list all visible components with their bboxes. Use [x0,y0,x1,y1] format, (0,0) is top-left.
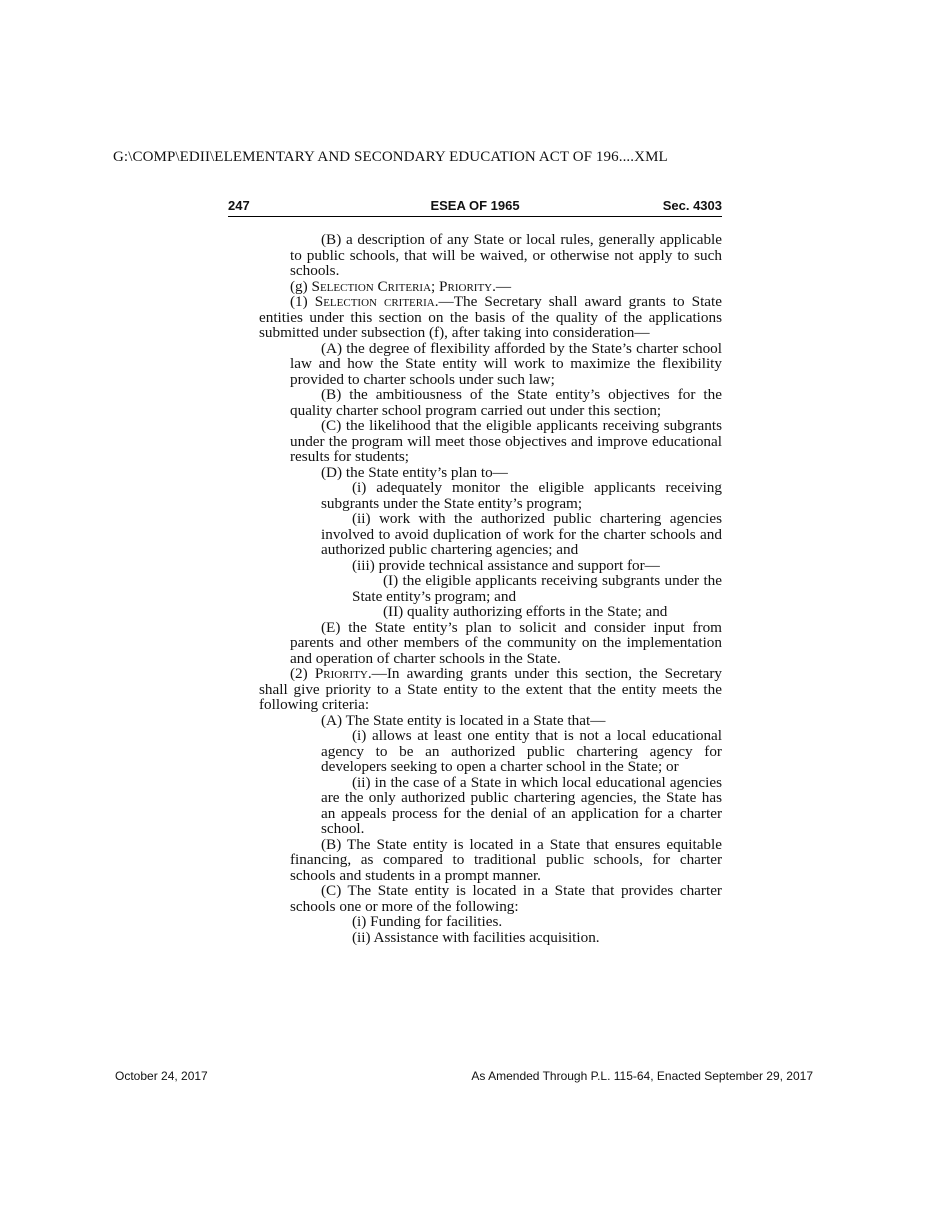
clause-g-2-a-ii: (ii) in the case of a State in which local educational agencies are the only authorized public chartering agencies, the State has an appeals process for the denial of an application for a charter school. [321,773,722,837]
statute-body [259,232,722,945]
paragraph-g-1-e: (E) the State entity’s plan to solicit and consider input from parents and other members of the community on the implementation and operation of charter schools in the State. [290,618,722,667]
paragraph-f-b: (B) a description of any State or local rules, generally applicable to public schools, that will be waived, or otherwise not apply to such schools. [290,231,722,279]
file-path: G:\COMP\EDII\ELEMENTARY AND SECONDARY EDUCATION ACT OF 196....XML [113,149,668,165]
subclause-g-1-d-iii-I: (I) the eligible applicants receiving subgrants under the State entity’s program; and [352,572,722,605]
section-number: Sec. 4303 [662,198,722,213]
paragraph-g-1-c: (C) the likelihood that the eligible applicants receiving subgrants under the program will meet those objectives and improve educational results for students; [290,417,722,465]
paragraph-g-1-a: (A) the degree of flexibility afforded by the State’s charter school law and how the State entity will work to maximize the flexibility provided to charter schools under such law; [290,339,722,388]
paragraph-g-1: (1) Selection criteria.—The Secretary shall award grants to State entities under this section on the basis of the quality of the applications submitted under subsection (f), after taking into consideration— [259,293,722,341]
clause-g-2-a-i: (i) allows at least one entity that is not a local educational agency to be an authorized public chartering agency for developers seeking to open a charter school in the State; or [321,727,722,775]
clause-g-2-c-i: (i) Funding for facilities. [352,913,503,930]
paragraph-g-2-a: (A) The State entity is located in a State that— [321,711,606,729]
footer-date: October 24, 2017 [115,1069,208,1083]
clause-g-1-d-ii: (ii) work with the authorized public chartering agencies involved to avoid duplication of work for the charter schools and authorized public chartering agencies; and [321,510,722,558]
paragraph-g-2: (2) Priority.—In awarding grants under this section, the Secretary shall give priority to a State entity to the extent that the entity meets the following criteria: [259,665,722,713]
paragraph-g-1-b: (B) the ambitiousness of the State entity’s objectives for the quality charter school program carried out under this section; [290,386,722,419]
running-head [228,196,722,217]
clause-g-1-d-iii: (iii) provide technical assistance and support for— [352,556,660,574]
clause-g-2-c-ii: (ii) Assistance with facilities acquisition. [352,928,600,946]
subclause-g-1-d-iii-II: (II) quality authorizing efforts in the State; and [383,603,668,620]
paragraph-g-1-d: (D) the State entity’s plan to— [321,463,508,481]
footer-amendment: As Amended Through P.L. 115-64, Enacted September 29, 2017 [471,1069,813,1083]
act-title: ESEA OF 1965 [430,198,520,213]
paragraph-g-2-c: (C) The State entity is located in a State that provides charter schools one or more of the following: [290,882,722,915]
subsection-g-heading: (g) Selection Criteria; Priority.— [290,277,512,295]
clause-g-1-d-i: (i) adequately monitor the eligible applicants receiving subgrants under the State entity’s program; [321,479,722,512]
page-number: 247 [228,198,250,213]
paragraph-g-2-b: (B) The State entity is located in a State that ensures equitable financing, as compared to traditional public schools, for charter schools and students in a prompt manner. [290,835,722,884]
